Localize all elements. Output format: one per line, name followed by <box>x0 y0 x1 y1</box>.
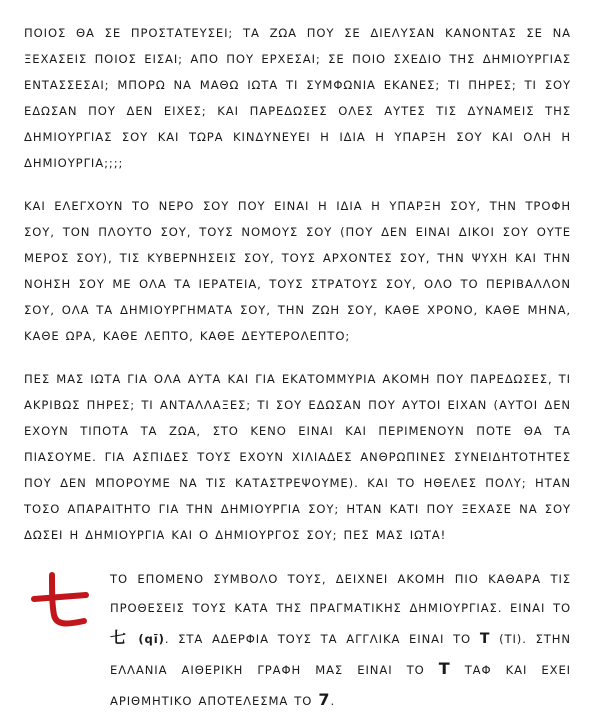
paragraph-3: ΠΕΣ ΜΑΣ ΙΩΤΑ ΓΙΑ ΟΛΑ ΑΥΤΑ ΚΑΙ ΓΙΑ ΕΚΑΤΟΜΜΥΡΙΑ ΑΚΟΜΗ ΠΟΥ ΠΑΡΕΔΩΣΕΣ, ΤΙ ΑΚΡΙΒΩΣ ΠΗΡΕΣ; ΤΙ ΑΝΤΑΛΛΑΞΕΣ; ΤΙ ΣΟΥ ΕΔΩΣΑΝ ΠΟΥ ΑΥΤΟΙ ΕΙΧΑΝ (ΑΥΤΟΙ ΔΕΝ ΕΧΟΥΝ ΤΙΠΟΤΑ ΤΑ ΖΩΑ, ΣΤΟ ΚΕΝΟ ΕΙΝΑΙ ΚΑΙ ΠΕΡΙΜΕΝΟΥΝ ΠΟΤΕ ΘΑ ΤΑ ΠΙΑΣΟΥΜΕ. ΓΙΑ ΑΣΠΙΔΕΣ ΤΟΥΣ ΕΧΟΥΝ ΧΙΛΙΑΔΕΣ ΑΝΘΡΩΠΙΝΕΣ ΣΥΝΕΙΔΗΤΟΤΗΤΕΣ ΠΟΥ ΔΕΝ ΜΠΟΡΟΥΜΕ ΝΑ ΤΙΣ ΚΑΤΑΣΤΡΕΨΟΥΜΕ). ΚΑΙ ΤΟ ΗΘΕΛΕΣ ΠΟΛΥ; ΗΤΑΝ ΤΟΣΟ ΑΠΑΡΑΙΤΗΤΟ ΓΙΑ ΤΗΝ ΔΗΜΙΟΥΡΓΙΑ ΣΟΥ; ΗΤΑΝ ΚΑΤΙ ΠΟΥ ΞΕΧΑΣΕ ΝΑ ΣΟΥ ΔΩΣΕΙ Η ΔΗΜΙΟΥΡΓΙΑ ΚΑΙ Ο ΔΗΜΙΟΥΡΓΟΣ ΣΟΥ; ΠΕΣ ΜΑΣ ΙΩΤΑ! <box>24 372 571 542</box>
qi-symbol-icon <box>30 569 90 629</box>
greek-after: ΤΑΦ ΚΑΙ ΕΧΕΙ ΑΡΙΘΜΗΤΙΚΟ ΑΠΟΤΕΛΕΣΜΑ ΤΟ <box>110 663 571 708</box>
qi-label: (qī) <box>138 632 165 646</box>
symbol-description <box>24 565 571 716</box>
symbol-text-before: ΤΟ ΕΠΟΜΕΝΟ ΣΥΜΒΟΛΟ ΤΟΥΣ, ΔΕΙΧΝΕΙ ΑΚΟΜΗ ΠΙΟ ΚΑΘΑΡΑ ΤΙΣ ΠΡΟΘΕΣΕΙΣ ΤΟΥΣ ΚΑΤΑ ΤΗΣ ΠΡΑΓΜΑΤΙΚΗΣ ΔΗΜΙΟΥΡΓΙΑΣ. ΕΙΝΑΙ ΤΟ <box>110 572 571 615</box>
qi-glyph: 七 <box>110 628 130 647</box>
symbol-section <box>24 565 571 716</box>
paragraph-2: ΚΑΙ ΕΛΕΓΧΟΥΝ ΤΟ ΝΕΡΟ ΣΟΥ ΠΟΥ ΕΙΝΑΙ Η ΙΔΙΑ Η ΥΠΑΡΞΗ ΣΟΥ, ΤΗΝ ΤΡΟΦΗ ΣΟΥ, ΤΟΝ ΠΛΟΥΤΟ ΣΟΥ, ΤΟΥΣ ΝΟΜΟΥΣ ΣΟΥ (ΠΟΥ ΔΕΝ ΕΙΝΑΙ ΔΙΚΟΙ ΣΟΥ ΟΥΤΕ ΜΕΡΟΣ ΣΟΥ), ΤΙΣ ΚΥΒΕΡΝΗΣΕΙΣ ΣΟΥ, ΤΟΥΣ ΑΡΧΟΝΤΕΣ ΣΟΥ, ΤΗΝ ΨΥΧΗ ΚΑΙ ΤΗΝ ΝΟΗΣΗ ΣΟΥ ΜΕ ΟΛΑ ΤΑ ΙΕΡΑΤΕΙΑ, ΤΟΥΣ ΣΤΡΑΤΟΥΣ ΣΟΥ, ΟΛΟ ΤΟ ΠΕΡΙΒΑΛΛΟΝ ΣΟΥ, ΟΛΑ ΤΑ ΔΗΜΙΟΥΡΓΗΜΑΤΑ ΣΟΥ, ΤΗΝ ΖΩΗ ΣΟΥ, ΚΑΘΕ ΧΡΟΝΟ, ΚΑΘΕ ΜΗΝΑ, ΚΑΘΕ ΩΡΑ, ΚΑΘΕ ΛΕΠΤΟ, ΚΑΘΕ ΔΕΥΤΕΡΟΛΕΠΤΟ; <box>24 199 571 343</box>
greek-glyph: T <box>438 659 451 678</box>
greek-intro: ΣΤΗΝ ΕΛΛΑΝΙΑ ΑΙΘΕΡΙΚΗ ΓΡΑΦΗ ΜΑΣ ΕΙΝΑΙ ΤΟ <box>110 632 571 677</box>
number-seven: 7 <box>318 690 331 709</box>
symbol-text-after-qi: . ΣΤΑ ΑΔΕΡΦΙΑ ΤΟΥΣ ΤΑ ΑΓΓΛΙΚΑ ΕΙΝΑΙ ΤΟ <box>164 632 472 646</box>
symbol-end: . <box>330 694 336 708</box>
paragraph-1: ΠΟΙΟΣ ΘΑ ΣΕ ΠΡΟΣΤΑΤΕΥΣΕΙ; ΤΑ ΖΩΑ ΠΟΥ ΣΕ ΔΙΕΛΥΣΑΝ ΚΑΝΟΝΤΑΣ ΣΕ ΝΑ ΞΕΧΑΣΕΙΣ ΠΟΙΟΣ ΕΙΣΑΙ; ΑΠΟ ΠΟΥ ΕΡΧΕΣΑΙ; ΣΕ ΠΟΙΟ ΣΧΕΔΙΟ ΤΗΣ ΔΗΜΙΟΥΡΓΙΑΣ ΕΝΤΑΣΣΕΣΑΙ; ΜΠΟΡΩ ΝΑ ΜΑΘΩ ΙΩΤΑ ΤΙ ΣΥΜΦΩΝΙΑ ΕΚΑΝΕΣ; ΤΙ ΠΗΡΕΣ; ΤΙ ΣΟΥ ΕΔΩΣΑΝ ΠΟΥ ΔΕΝ ΕΙΧΕΣ; ΚΑΙ ΠΑΡΕΔΩΣΕΣ ΟΛΕΣ ΑΥΤΕΣ ΤΙΣ ΔΥΝΑΜΕΙΣ ΤΗΣ ΔΗΜΙΟΥΡΓΙΑΣ ΣΟΥ ΚΑΙ ΤΩΡΑ ΚΙΝΔΥΝΕΥΕΙ Η ΙΔΙΑ Η ΥΠΑΡΞΗ ΣΟΥ ΚΑΙ ΟΛΗ Η ΔΗΜΙΟΥΡΓΙΑ;;;; <box>24 26 571 170</box>
english-label: (TI). <box>499 632 527 646</box>
english-glyph: T <box>479 631 491 647</box>
